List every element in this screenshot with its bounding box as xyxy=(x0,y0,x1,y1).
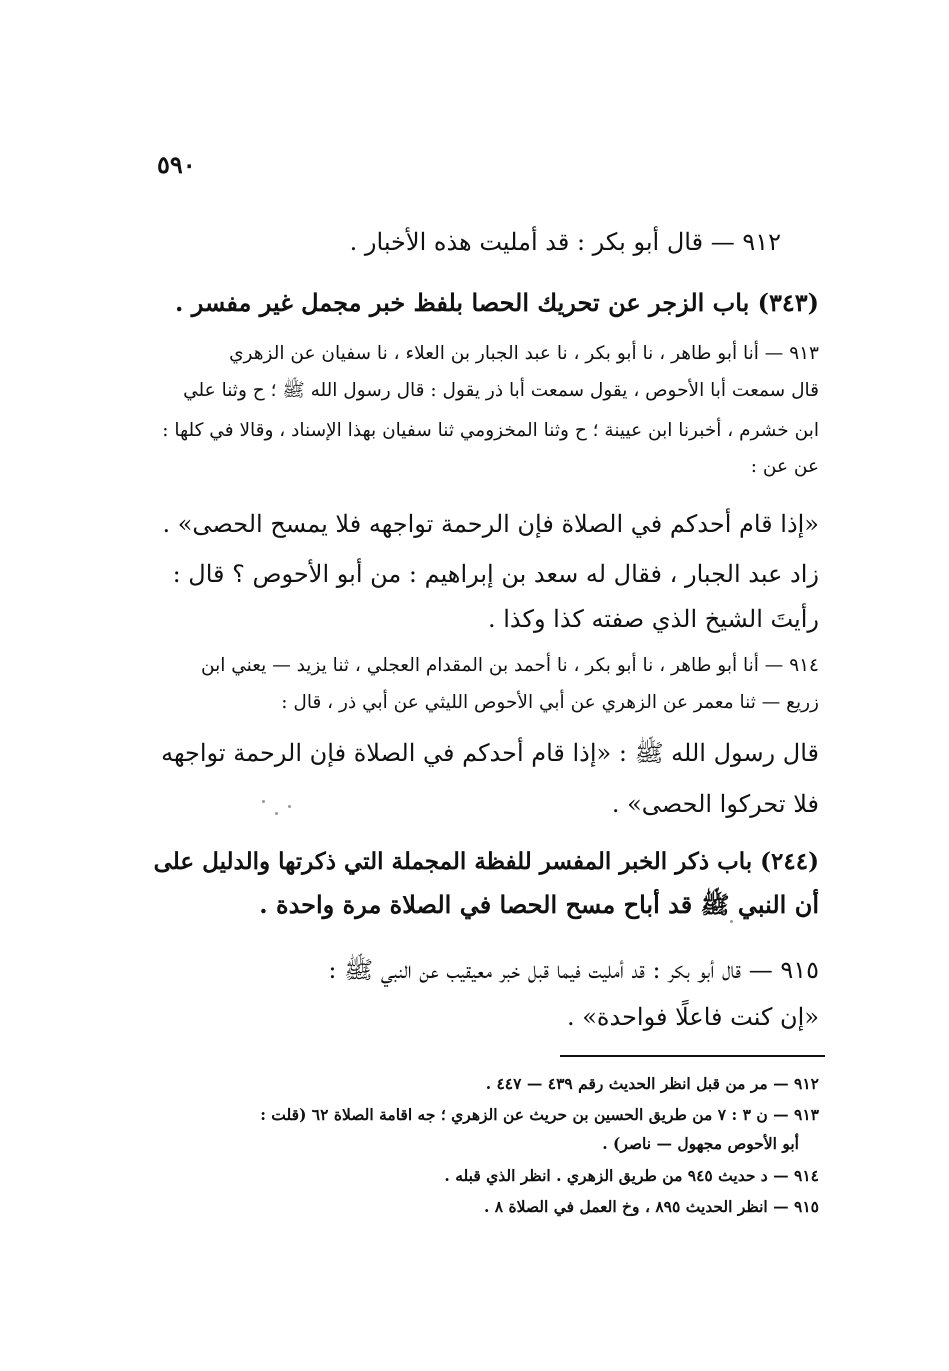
hadith-913-line-1: ٩١٣ — أنا أبو طاهر ، نا أبو بكر ، نا عبد الجبار بن العلاء ، نا سفيان عن الزهري xyxy=(229,343,819,364)
scan-speck xyxy=(288,805,291,808)
hadith-913-addition-1: زاد عبد الجبار ، فقال له سعد بن إبراهيم : من أبو الأحوص ؟ قال : xyxy=(172,560,819,588)
hadith-913-line-4: عن عن : xyxy=(750,456,819,477)
footnote-divider xyxy=(560,1055,825,1057)
hadith-914-line-1: ٩١٤ — أنا أبو طاهر ، نا أبو بكر ، نا أحمد بن المقدام العجلي ، ثنا يزيد — يعني ابن xyxy=(201,655,819,676)
hadith-912: ٩١٢ — قال أبو بكر : قد أمليت هذه الأخبار . xyxy=(349,228,781,256)
hadith-913-matn: «إذا قام أحدكم في الصلاة فإن الرحمة تواجهه فلا يمسح الحصى» . xyxy=(162,510,819,538)
scan-speck xyxy=(275,812,278,815)
hadith-914-matn-1: قال رسول الله ﷺ : «إذا قام أحدكم في الصلاة فإن الرحمة تواجهه xyxy=(161,739,819,767)
hadith-915-line-1: ٩١٥ — قال أبو بكر : قد أمليت فيما قبل خبر معيقيب عن النبي ﷺ : xyxy=(328,956,819,984)
chapter-heading-244-line-2: أن النبي ﷺ قد أباح مسح الحصا في الصلاة مرة واحدة . xyxy=(259,890,819,919)
hadith-913-addition-2: رأيتَ الشيخ الذي صفته كذا وكذا . xyxy=(488,605,819,633)
hadith-913-line-2: قال سمعت أبا الأحوص ، يقول سمعت أبا ذر يقول : قال رسول الله ﷺ ؛ ح وثنا علي xyxy=(183,380,819,401)
footnote-915: ٩١٥ — انظر الحديث ٨٩٥ ، وخ العمل في الصلاة ٨ . xyxy=(483,1197,819,1216)
hadith-914-line-2: زريع — ثنا معمر عن الزهري عن أبي الأحوص الليثي عن أبي ذر ، قال : xyxy=(281,692,819,713)
chapter-heading-343: (٣٤٣) باب الزجر عن تحريك الحصا بلفظ خبر مجمل غير مفسر . xyxy=(175,288,819,317)
hadith-915-line-2: «إن كنت فاعلًا فواحدة» . xyxy=(566,1003,819,1031)
chapter-heading-244-line-1: (٢٤٤) باب ذكر الخبر المفسر للفظة المجملة التي ذكرتها والدليل على xyxy=(153,848,819,875)
footnote-913-line-2: أبو الأحوص مجهول — ناصر) . xyxy=(602,1134,799,1153)
footnote-912: ٩١٢ — مر من قبل انظر الحديث رقم ٤٣٩ — ٤٤٧ . xyxy=(485,1074,819,1093)
scan-speck xyxy=(262,800,265,803)
footnote-914: ٩١٤ — د حديث ٩٤٥ من طريق الزهري . انظر الذي قبله . xyxy=(444,1166,819,1185)
hadith-914-matn-2: فلا تحركوا الحصى» . xyxy=(611,790,819,818)
hadith-913-line-3: ابن خشرم ، أخبرنا ابن عيينة ؛ ح وثنا المخزومي ثنا سفيان بهذا الإسناد ، وقالا في كلها : xyxy=(162,420,819,441)
page-number: ٥٩٠ xyxy=(157,150,196,179)
footnote-913-line-1: ٩١٣ — ن ٣ : ٧ من طريق الحسين بن حريث عن الزهري ؛ جه اقامة الصلاة ٦٢ (قلت : xyxy=(260,1105,819,1124)
scan-speck xyxy=(730,920,733,923)
